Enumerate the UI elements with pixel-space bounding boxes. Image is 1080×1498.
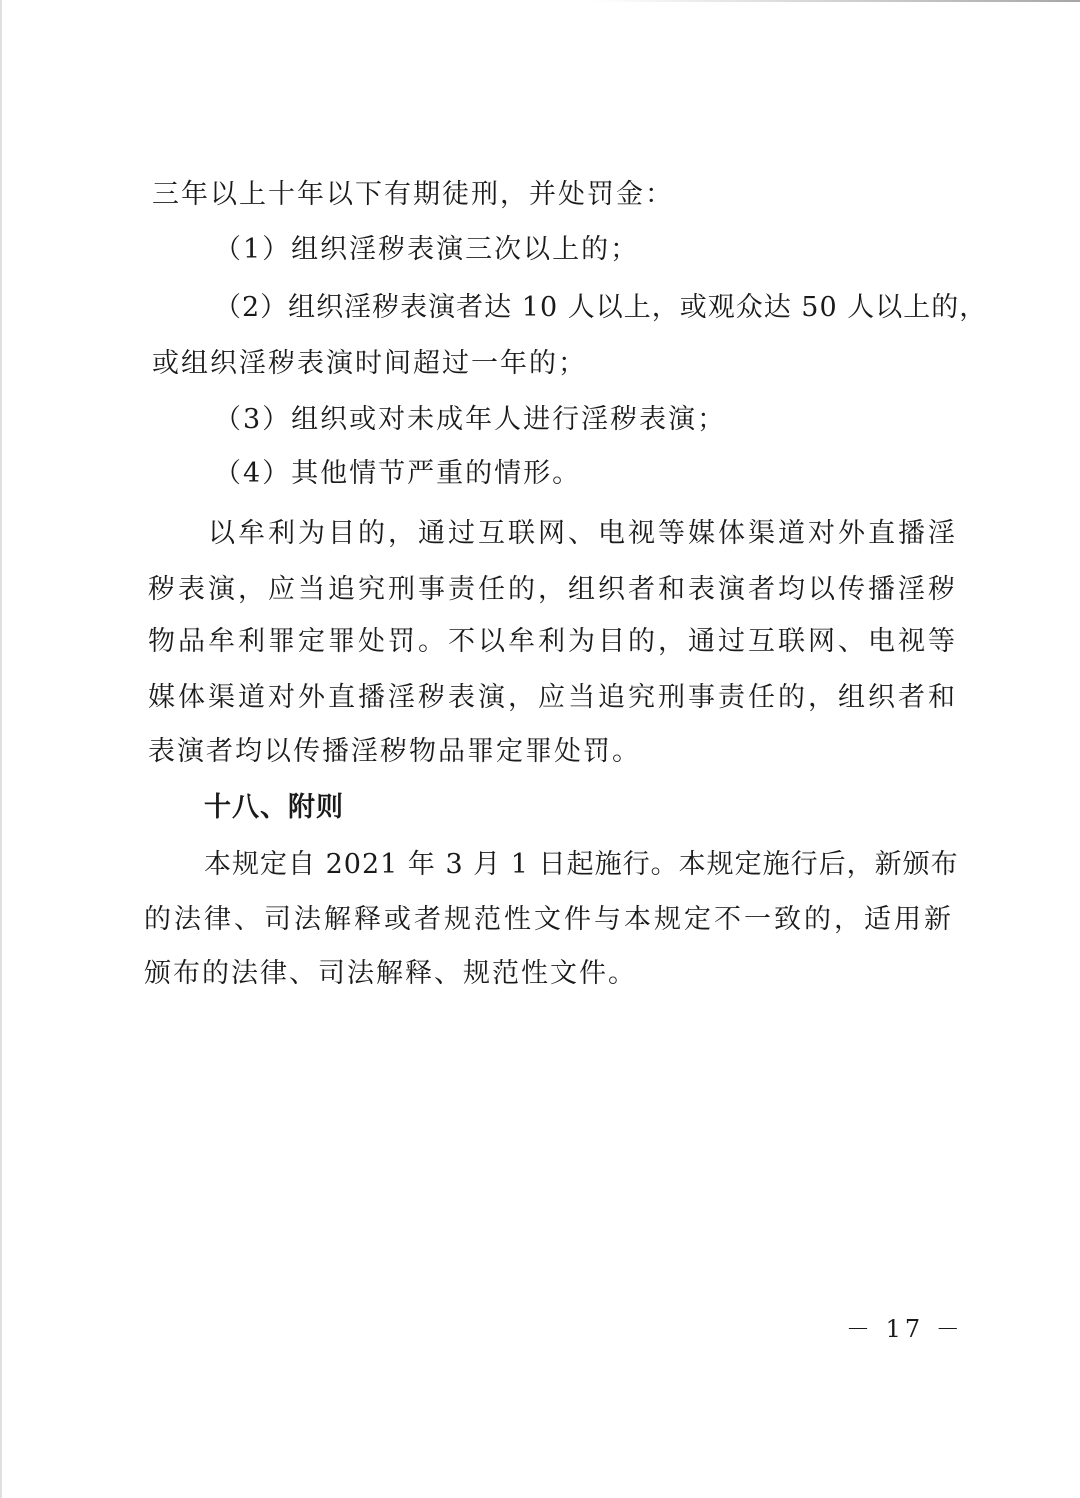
text-line-4: 或组织淫秽表演时间超过一年的； [152, 348, 587, 379]
text-line-9: 物品牟利罪定罪处罚。不以牟利为目的，通过互联网、电视等 [148, 626, 958, 657]
closing-line-1: 本规定自 2021 年 3 月 1 日起施行。本规定施行后，新颁布 [204, 849, 959, 880]
text-line-11: 表演者均以传播淫秽物品罪定罪处罚。 [148, 736, 641, 767]
closing-line-2: 的法律、司法解释或者规范性文件与本规定不一致的，适用新 [144, 904, 954, 935]
text-line-10: 媒体渠道对外直播淫秽表演，应当追究刑事责任的，组织者和 [148, 682, 958, 713]
list-item-3: （3）组织或对未成年人进行淫秽表演； [214, 404, 727, 435]
section-heading: 十八、附则 [204, 792, 344, 823]
text-line-7: 以牟利为目的，通过互联网、电视等媒体渠道对外直播淫 [208, 518, 958, 549]
page-number: － 17 － [846, 1315, 964, 1343]
list-item-2: （2）组织淫秽表演者达 10 人以上，或观众达 50 人以上的， [214, 292, 988, 323]
scan-edge-left [0, 0, 2, 1498]
list-item-1: （1）组织淫秽表演三次以上的； [214, 234, 640, 265]
text-line-1: 三年以上十年以下有期徒刑，并处罚金： [152, 179, 674, 210]
text-line-8: 秽表演，应当追究刑事责任的，组织者和表演者均以传播淫秽 [148, 574, 958, 605]
closing-line-3: 颁布的法律、司法解释、规范性文件。 [144, 958, 637, 989]
scan-edge-top [590, 0, 1080, 2]
list-item-4: （4）其他情节严重的情形。 [214, 458, 582, 489]
